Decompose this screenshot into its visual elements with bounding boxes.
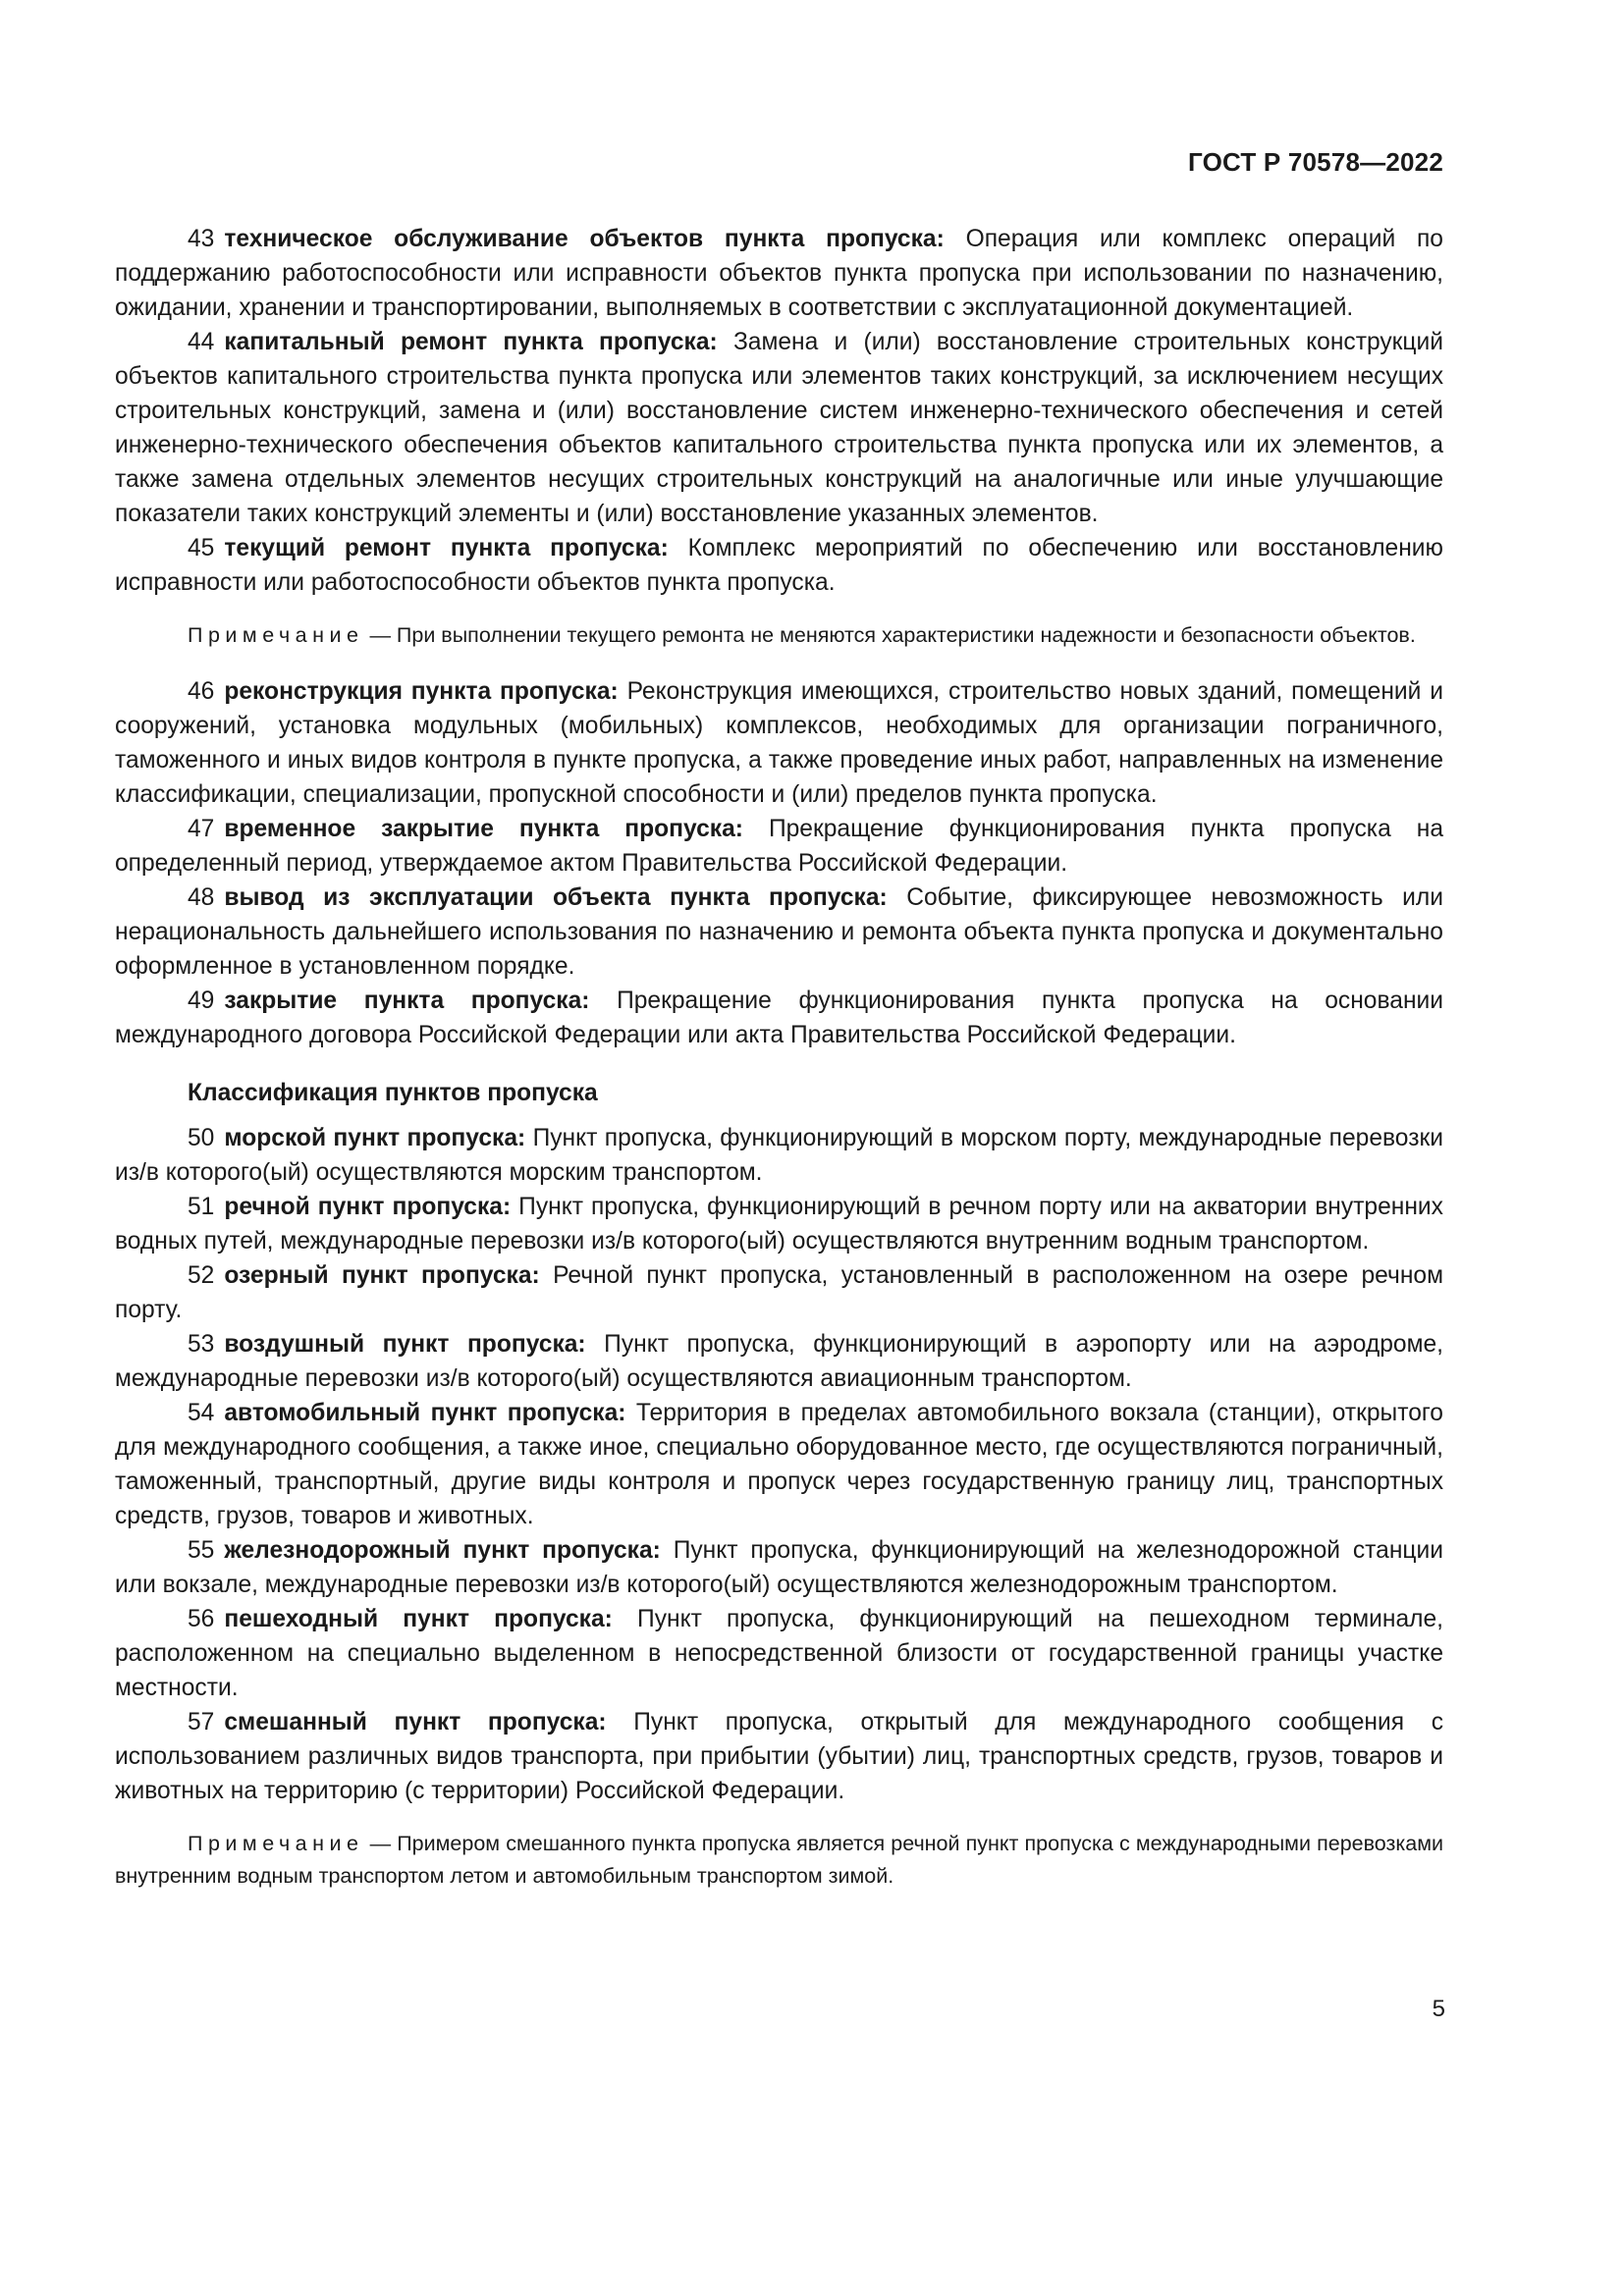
definition-number: 53 [188, 1331, 215, 1358]
definition-45 [115, 531, 1443, 600]
definition-44 [115, 325, 1443, 531]
document-body [115, 222, 1443, 1915]
note-mixed-checkpoint [115, 1828, 1443, 1893]
definition-number: 49 [188, 988, 215, 1014]
definition-55 [115, 1533, 1443, 1602]
definition-term: автомобильный пункт пропуска: [224, 1400, 626, 1426]
definition-text: Прекращение функционирования пункта пропуска на определенный период, утверждаемое актом Правительства Российской Федерации. [115, 816, 1444, 877]
note-label: Примечание [188, 623, 364, 647]
definition-number: 46 [188, 678, 215, 705]
definition-term: железнодорожный пункт пропуска: [224, 1537, 661, 1564]
definition-number: 55 [188, 1537, 215, 1564]
note-label: Примечание [188, 1832, 364, 1855]
note-text: — Примером смешанного пункта пропуска является речной пункт пропуска с международными перевозками внутренним водным транспортом летом и автомобильным транспортом зимой. [115, 1832, 1443, 1888]
definition-46 [115, 674, 1443, 812]
definition-text: Прекращение функционирования пункта пропуска на основании международного договора Российской Федерации или акта Правительства Российской Федерации. [115, 988, 1443, 1048]
page-number: 5 [1432, 1996, 1445, 2022]
definition-48 [115, 881, 1443, 984]
definition-56 [115, 1602, 1443, 1705]
definition-number: 51 [188, 1194, 215, 1220]
definition-text: Комплекс мероприятий по обеспечению или восстановлению исправности или работоспособности объектов пункта пропуска. [115, 535, 1443, 596]
definition-number: 48 [188, 884, 215, 911]
document-code-header: ГОСТ Р 70578—2022 [1188, 147, 1443, 177]
definition-text: Пункт пропуска, функционирующий в морском порту, международные перевозки из/в которого(ый) осуществляются морским транспортом. [115, 1125, 1443, 1186]
definition-term: капитальный ремонт пункта пропуска: [224, 329, 718, 355]
definition-text: Пункт пропуска, функционирующий на пешеходном терминале, расположенном на специально выделенном в непосредственной близости от государственной границы участке местности. [115, 1606, 1443, 1701]
definition-term: озерный пункт пропуска: [224, 1262, 540, 1289]
definition-text: Операция или комплекс операций по поддержанию работоспособности или исправности объектов пункта пропуска при использовании по назначению, ожидании, хранении и транспортировании, выполняемых в соответствии с эксплуатационной документацией. [115, 226, 1443, 321]
definition-number: 56 [188, 1606, 215, 1632]
definition-43 [115, 222, 1443, 325]
definition-57 [115, 1705, 1443, 1808]
definition-number: 44 [188, 329, 215, 355]
definition-number: 50 [188, 1125, 215, 1151]
definition-text: Реконструкция имеющихся, строительство новых зданий, помещений и сооружений, установка модульных (мобильных) комплексов, необходимых для организации пограничного, таможенного и иных видов контроля в пункте пропуска, а также проведение иных работ, направленных на изменение классификации, специализации, пропускной способности и (или) пределов пункта пропуска. [115, 678, 1443, 808]
definition-51 [115, 1190, 1443, 1258]
definition-number: 43 [188, 226, 215, 252]
definition-number: 57 [188, 1709, 215, 1735]
definition-54 [115, 1396, 1443, 1533]
definition-number: 47 [188, 816, 215, 842]
definition-term: морской пункт пропуска: [224, 1125, 526, 1151]
definition-number: 54 [188, 1400, 215, 1426]
definition-term: реконструкция пункта пропуска: [224, 678, 619, 705]
definition-text: Речной пункт пропуска, установленный в расположенном на озере речном порту. [115, 1262, 1444, 1323]
definition-text: Пункт пропуска, открытый для международного сообщения с использованием различных видов транспорта, при прибытии (убытии) лиц, транспортных средств, грузов, товаров и животных на территорию (с территории) Российской Федерации. [115, 1709, 1443, 1804]
definition-text: Пункт пропуска, функционирующий в речном порту или на акватории внутренних водных путей, международные перевозки из/в которого(ый) осуществляются внутренним водным транспортом. [115, 1194, 1443, 1255]
definition-term: закрытие пункта пропуска: [224, 988, 590, 1014]
note-current-repair [115, 619, 1443, 652]
note-text: — При выполнении текущего ремонта не меняются характеристики надежности и безопасности объектов. [369, 623, 1416, 647]
definition-53 [115, 1327, 1443, 1396]
definition-text: Территория в пределах автомобильного вокзала (станции), открытого для международного сообщения, а также иное, специально оборудованное место, где осуществляются пограничный, таможенный, транспортный, другие виды контроля и пропуск через государственную границу лиц, транспортных средств, грузов, товаров и животных. [115, 1400, 1443, 1529]
definition-text: Событие, фиксирующее невозможность или нерациональность дальнейшего использования по назначению и ремонта объекта пункта пропуска и документально оформленное в установленном порядке. [115, 884, 1443, 980]
definition-term: текущий ремонт пункта пропуска: [224, 535, 669, 561]
definition-text: Замена и (или) восстановление строительных конструкций объектов капитального строительства пункта пропуска или элементов таких конструкций, за исключением несущих строительных конструкций, замена и (или) восстановление систем инженерно-технического обеспечения и сетей инженерно-технического обеспечения объектов капитального строительства пункта пропуска или их элементов, а также замена отдельных элементов несущих строительных конструкций на аналогичные или иные улучшающие показатели таких конструкций элементы и (или) восстановление указанных элементов. [115, 329, 1443, 527]
definition-term: пешеходный пункт пропуска: [224, 1606, 613, 1632]
definition-number: 52 [188, 1262, 215, 1289]
definition-term: речной пункт пропуска: [224, 1194, 512, 1220]
definition-50 [115, 1121, 1443, 1190]
definition-term: временное закрытие пункта пропуска: [224, 816, 743, 842]
definition-text: Пункт пропуска, функционирующий в аэропорту или на аэродроме, международные перевозки из/в которого(ый) осуществляются авиационным транспортом. [115, 1331, 1443, 1392]
definition-52 [115, 1258, 1443, 1327]
definition-text: Пункт пропуска, функционирующий на железнодорожной станции или вокзале, международные перевозки из/в которого(ый) осуществляются железнодорожным транспортом. [115, 1537, 1443, 1598]
definition-number: 45 [188, 535, 215, 561]
definition-49 [115, 984, 1443, 1052]
definition-term: вывод из эксплуатации объекта пункта пропуска: [224, 884, 888, 911]
definition-47 [115, 812, 1443, 881]
definition-term: смешанный пункт пропуска: [224, 1709, 607, 1735]
definition-term: воздушный пункт пропуска: [224, 1331, 586, 1358]
section-heading: Классификация пунктов пропуска [188, 1080, 598, 1106]
definition-term: техническое обслуживание объектов пункта пропуска: [224, 226, 945, 252]
